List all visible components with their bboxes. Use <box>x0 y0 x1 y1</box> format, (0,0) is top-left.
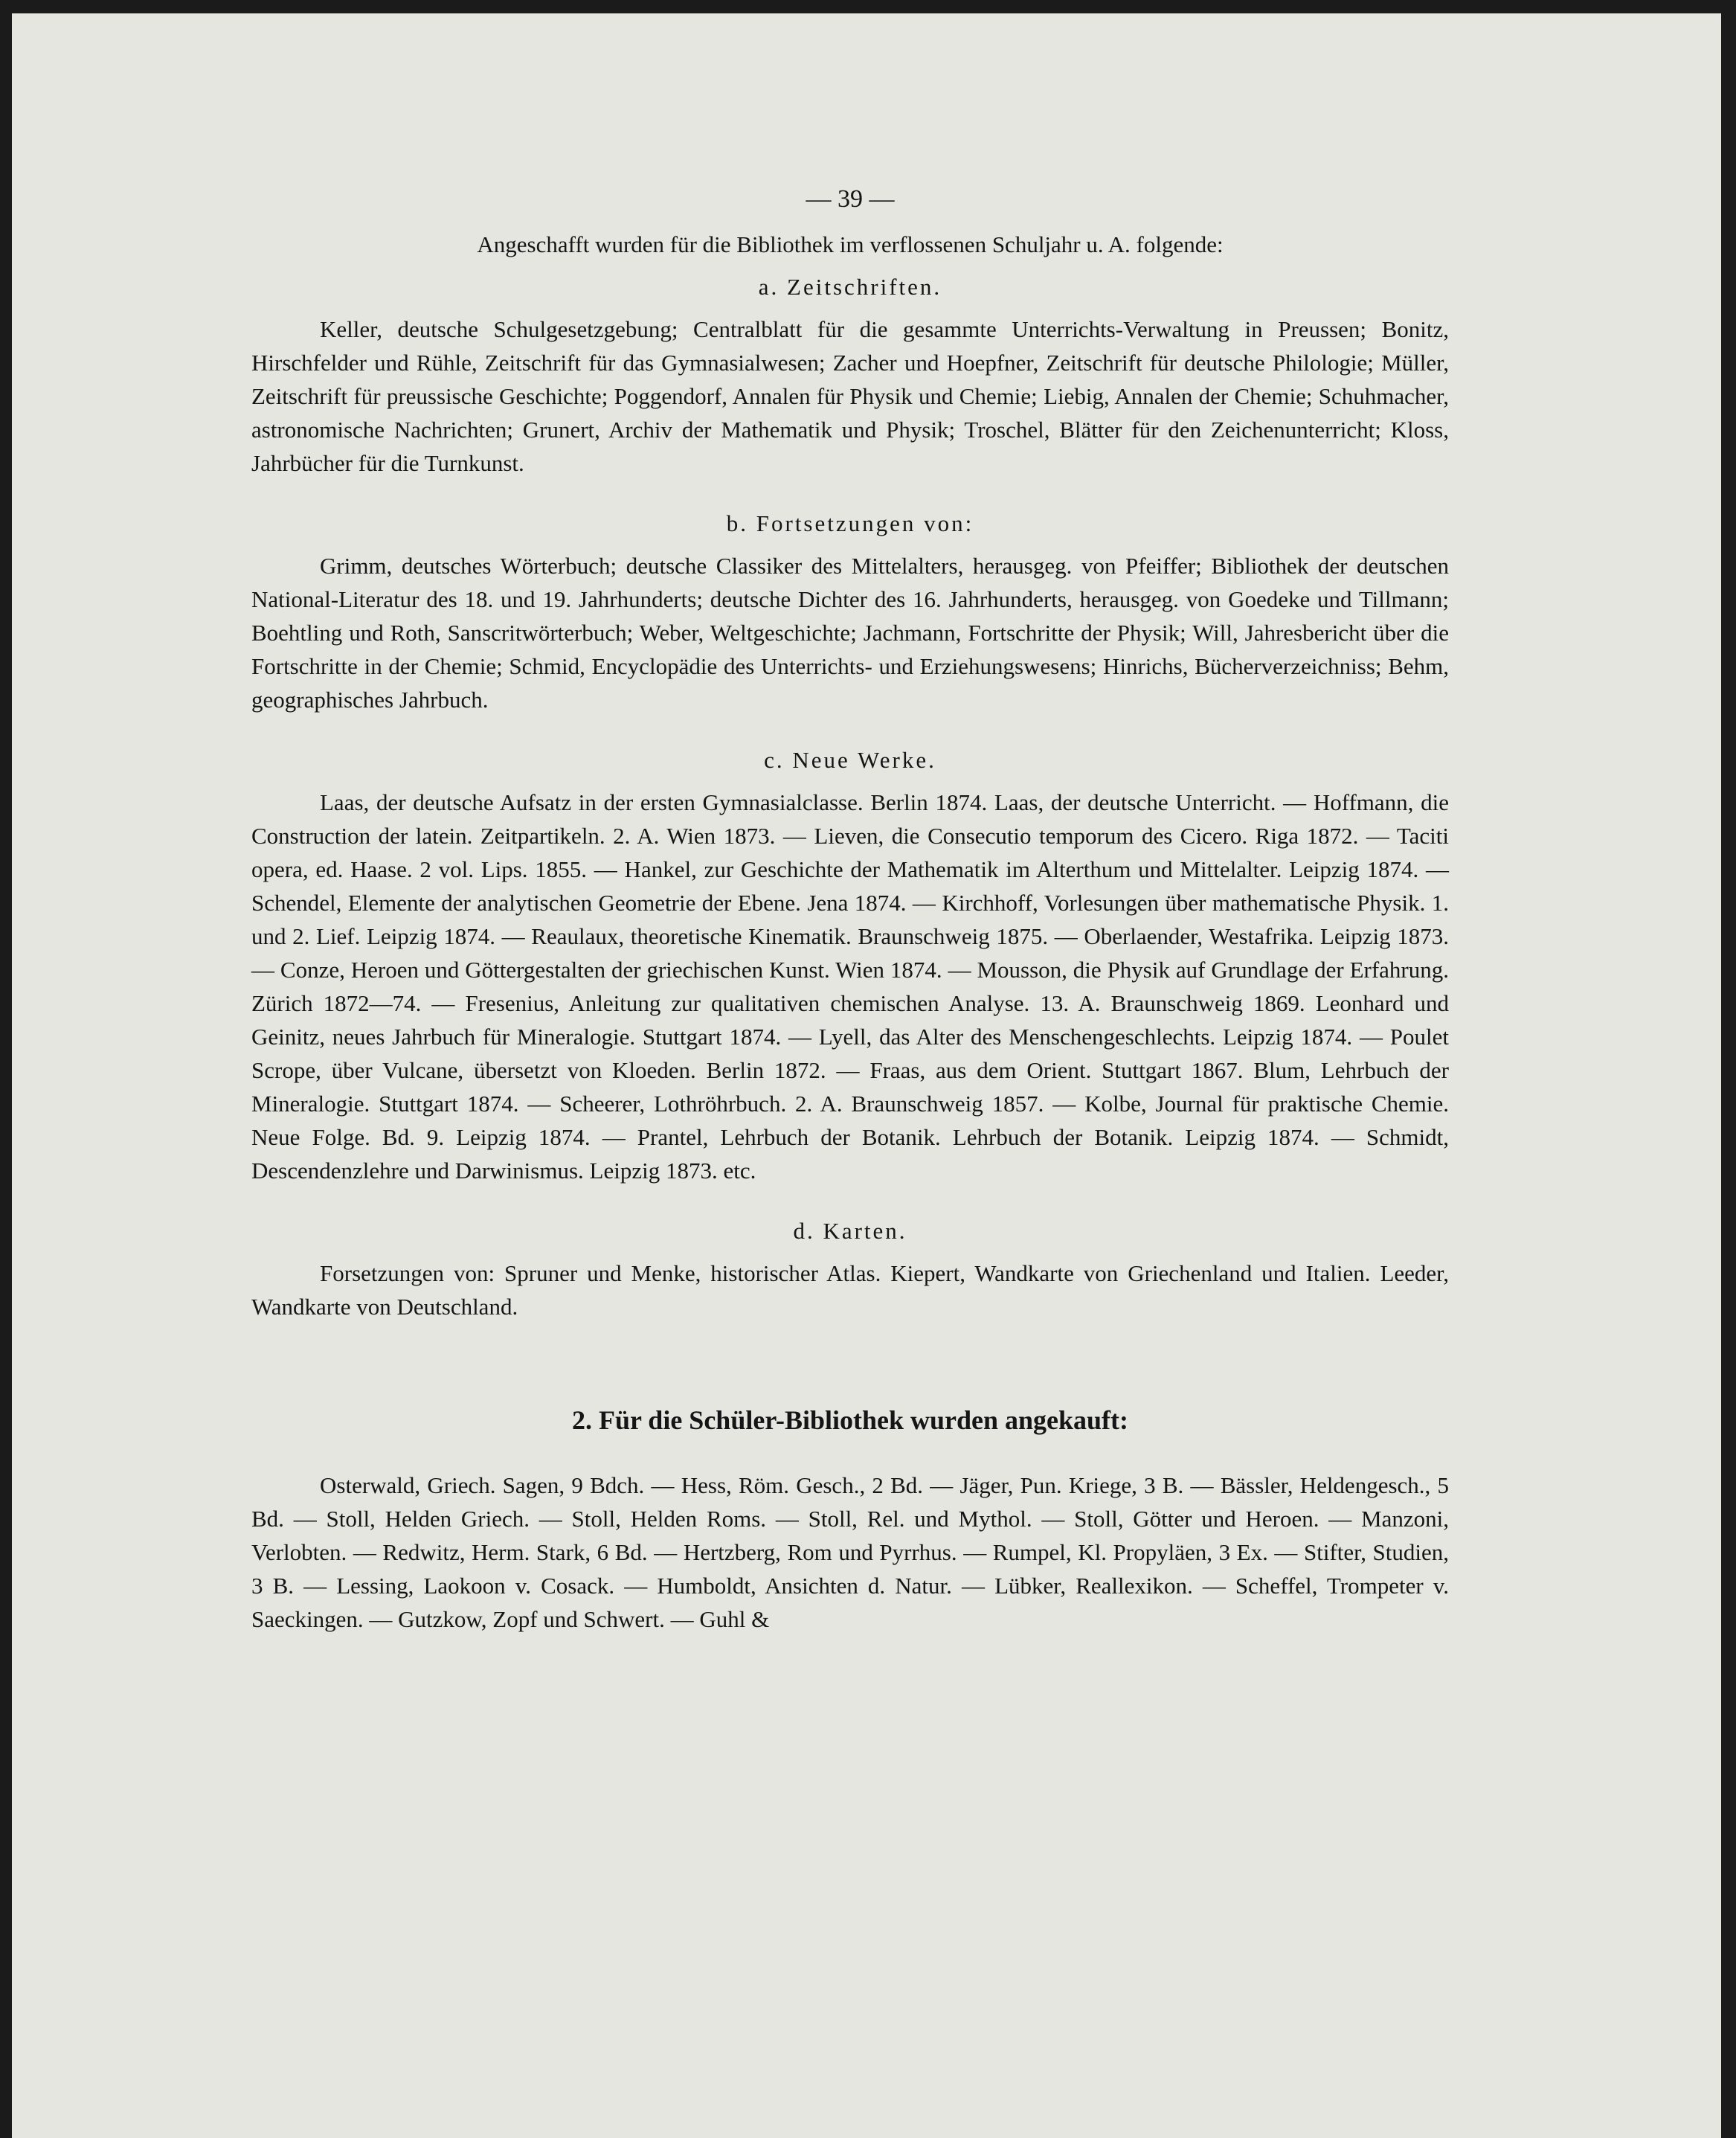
scan-border-top <box>0 0 1736 13</box>
scan-border-left <box>0 0 12 2138</box>
section-title-schueler-bibliothek: 2. Für die Schüler-Bibliothek wurden angekauft: <box>571 1405 1129 1435</box>
paragraph-fortsetzungen: Grimm, deutsches Wörterbuch; deutsche Classiker des Mittelalters, herausgeg. von Pfeiffer; Bibliothek der deutschen National-Literatur des 18. und 19. Jahrhunderts; deutsche Dichter des 16. Jahrhunderts, herausgeg. von Goedeke und Tillmann; Boehtling und Roth, Sanscritwörterbuch; Weber, Weltgeschichte; Jachmann, Fortschritte der Physik; Will, Jahresbericht über die Fortschritte in der Chemie; Schmid, Encyclopädie des Unterrichts- und Erziehungswesens; Hinrichs, Bücherverzeichniss; Behm, geographisches Jahrbuch. <box>251 553 1449 713</box>
paragraph-schueler-bibliothek: Osterwald, Griech. Sagen, 9 Bdch. — Hess, Röm. Gesch., 2 Bd. — Jäger, Pun. Kriege, 3 B. — Bässler, Heldengesch., 5 Bd. — Stoll, Helden Griech. — Stoll, Helden Roms. — Stoll, Rel. und Mythol. — Stoll, Götter und Heroen. — Manzoni, Verlobten. — Redwitz, Herm. Stark, 6 Bd. — Hertzberg, Rom und Pyrrhus. — Rumpel, Kl. Propyläen, 3 Ex. — Stifter, Studien, 3 B. — Lessing, Laokoon v. Cosack. — Humboldt, Ansichten d. Natur. — Lübker, Reallexikon. — Scheffel, Trompeter v. Saeckingen. — Gutzkow, Zopf und Schwert. — Guhl & <box>251 1472 1449 1632</box>
paragraph-karten: Forsetzungen von: Spruner und Menke, historischer Atlas. Kiepert, Wandkarte von Griechenland und Italien. Leeder, Wandkarte von Deutschland. <box>251 1260 1449 1320</box>
heading-neue-werke: c. Neue Werke. <box>764 747 936 773</box>
heading-fortsetzungen: b. Fortsetzungen von: <box>726 510 974 536</box>
paragraph-zeitschriften: Keller, deutsche Schulgesetzgebung; Centralblatt für die gesammte Unterrichts-Verwaltung in Preussen; Bonitz, Hirschfelder und Rühle, Zeitschrift für das Gymnasialwesen; Zacher und Hoepfner, Zeitschrift für deutsche Philologie; Müller, Zeitschrift für preussische Geschichte; Poggendorf, Annalen für Physik und Chemie; Liebig, Annalen der Chemie; Schuhmacher, astronomische Nachrichten; Grunert, Archiv der Mathematik und Physik; Troschel, Blätter für den Zeichenunterricht; Kloss, Jahrbücher für die Turnkunst. <box>251 316 1449 476</box>
scan-border-right <box>1721 0 1736 2138</box>
heading-karten: d. Karten. <box>793 1218 907 1244</box>
heading-zeitschriften: a. Zeitschriften. <box>758 274 942 300</box>
intro-line: Angeschafft wurden für die Bibliothek im verflossenen Schuljahr u. A. folgende: <box>477 231 1224 257</box>
page-number: — 39 — <box>806 185 895 213</box>
document-page <box>251 182 1449 1636</box>
paragraph-neue-werke: Laas, der deutsche Aufsatz in der ersten Gymnasialclasse. Berlin 1874. Laas, der deutsche Unterricht. — Hoffmann, die Construction der latein. Zeitpartikeln. 2. A. Wien 1873. — Lieven, die Consecutio temporum des Cicero. Riga 1872. — Taciti opera, ed. Haase. 2 vol. Lips. 1855. — Hankel, zur Geschichte der Mathematik im Alterthum und Mittelalter. Leipzig 1874. — Schendel, Elemente der analytischen Geometrie der Ebene. Jena 1874. — Kirchhoff, Vorlesungen über mathematische Physik. 1. und 2. Lief. Leipzig 1874. — Reaulaux, theoretische Kinematik. Braunschweig 1875. — Oberlaender, Westafrika. Leipzig 1873. — Conze, Heroen und Göttergestalten der griechischen Kunst. Wien 1874. — Mousson, die Physik auf Grundlage der Erfahrung. Zürich 1872—74. — Fresenius, Anleitung zur qualitativen chemischen Analyse. 13. A. Braunschweig 1869. Leonhard und Geinitz, neues Jahrbuch für Mineralogie. Stuttgart 1874. — Lyell, das Alter des Menschengeschlechts. Leipzig 1874. — Poulet Scrope, über Vulcane, übersetzt von Kloeden. Berlin 1872. — Fraas, aus dem Orient. Stuttgart 1867. Blum, Lehrbuch der Mineralogie. Stuttgart 1874. — Scheerer, Lothröhrbuch. 2. A. Braunschweig 1857. — Kolbe, Journal für praktische Chemie. Neue Folge. Bd. 9. Leipzig 1874. — Prantel, Lehrbuch der Botanik. Lehrbuch der Botanik. Leipzig 1874. — Schmidt, Descendenzlehre und Darwinismus. Leipzig 1873. etc. <box>251 789 1449 1184</box>
